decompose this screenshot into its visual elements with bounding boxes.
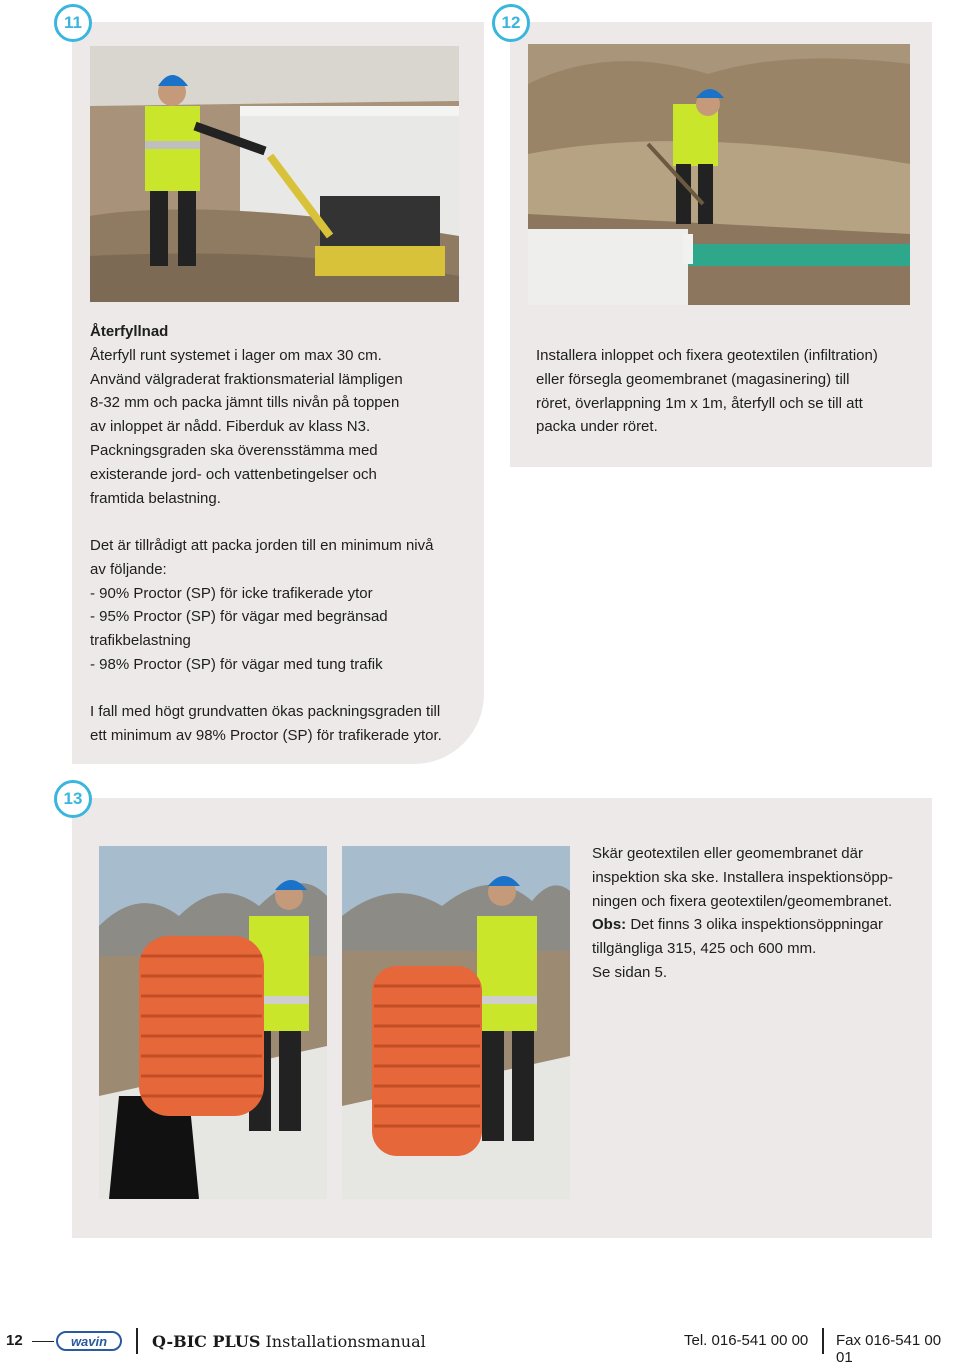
step-11-line: Återfyll runt systemet i lager om max 30 cm. bbox=[90, 346, 382, 364]
footer-fax: Fax 016-541 00 01 bbox=[836, 1332, 942, 1366]
step-11-line: framtida belastning. bbox=[90, 489, 221, 507]
footer-title bbox=[152, 1332, 426, 1351]
step-13-line: tillgängliga 315, 425 och 600 mm. bbox=[592, 940, 817, 958]
proctor-requirements bbox=[90, 534, 474, 677]
proctor-line: trafikbelastning bbox=[90, 632, 191, 650]
footer-phone: Tel. 016-541 00 00 bbox=[684, 1332, 809, 1349]
step-12-line: eller försegla geomembranet (magasinering) till bbox=[536, 370, 850, 388]
groundwater-line: ett minimum av 98% Proctor (SP) för trafikerade ytor. bbox=[90, 726, 442, 744]
proctor-line: - 95% Proctor (SP) för vägar med begränsad bbox=[90, 608, 388, 626]
photo-shovel bbox=[528, 44, 910, 305]
obs-label: Obs: bbox=[592, 916, 627, 934]
step-13-description bbox=[592, 842, 922, 985]
step-13-line: Skär geotextilen eller geomembranet där bbox=[592, 845, 863, 862]
step-11-line: existerande jord- och vattenbetingelser och bbox=[90, 465, 377, 483]
footer-separator bbox=[136, 1328, 138, 1354]
step-12-description bbox=[536, 344, 916, 439]
wavin-logo-text: wavin bbox=[70, 1334, 108, 1349]
photo-compactor bbox=[90, 46, 459, 302]
footer-manual: Installationsmanual bbox=[260, 1332, 426, 1351]
photo-inspection-2 bbox=[342, 846, 570, 1199]
footer-rule bbox=[32, 1341, 54, 1342]
step-12-line: packa under röret. bbox=[536, 418, 658, 436]
step-13-line: Se sidan 5. bbox=[592, 963, 668, 981]
proctor-line: - 98% Proctor (SP) för vägar med tung trafik bbox=[90, 655, 383, 673]
step-12-line: röret, överlappning 1m x 1m, återfyll och se till att bbox=[536, 394, 863, 412]
step-13-line: ningen och fixera geotextilen/geomembranet. bbox=[592, 892, 893, 910]
step-12-line: Installera inloppet och fixera geotextilen (infiltration) bbox=[536, 347, 878, 364]
step-11-line: av inloppet är nådd. Fiberduk av klass N3. bbox=[90, 418, 371, 436]
step-badge-12: 12 bbox=[492, 4, 530, 42]
page-number: 12 bbox=[6, 1332, 23, 1349]
step-11-line: Använd välgraderat fraktionsmaterial lämpligen bbox=[90, 370, 403, 388]
step-11-description bbox=[90, 320, 474, 510]
proctor-line: - 90% Proctor (SP) för icke trafikerade ytor bbox=[90, 584, 373, 602]
groundwater-note bbox=[90, 700, 474, 748]
groundwater-line: I fall med högt grundvatten ökas packningsgraden till bbox=[90, 703, 441, 720]
photo-inspection-1 bbox=[99, 846, 327, 1199]
step-13-obs-line bbox=[592, 913, 922, 937]
step-11-heading: Återfyllnad bbox=[90, 323, 169, 340]
proctor-line: Det är tillrådigt att packa jorden till en minimum nivå bbox=[90, 537, 434, 554]
footer-separator bbox=[822, 1328, 824, 1354]
obs-text: Det finns 3 olika inspektionsöppningar bbox=[626, 916, 883, 934]
wavin-logo-icon bbox=[56, 1331, 122, 1351]
proctor-line: av följande: bbox=[90, 560, 167, 578]
step-11-line: Packningsgraden ska överensstämma med bbox=[90, 441, 378, 459]
step-13-line: inspektion ska ske. Installera inspektionsöpp- bbox=[592, 868, 893, 886]
step-11-line: 8-32 mm och packa jämnt tills nivån på toppen bbox=[90, 394, 400, 412]
step-badge-11: 11 bbox=[54, 4, 92, 42]
footer-brand: Q-BIC PLUS bbox=[152, 1332, 261, 1351]
page-footer bbox=[0, 1322, 960, 1366]
step-badge-13: 13 bbox=[54, 780, 92, 818]
